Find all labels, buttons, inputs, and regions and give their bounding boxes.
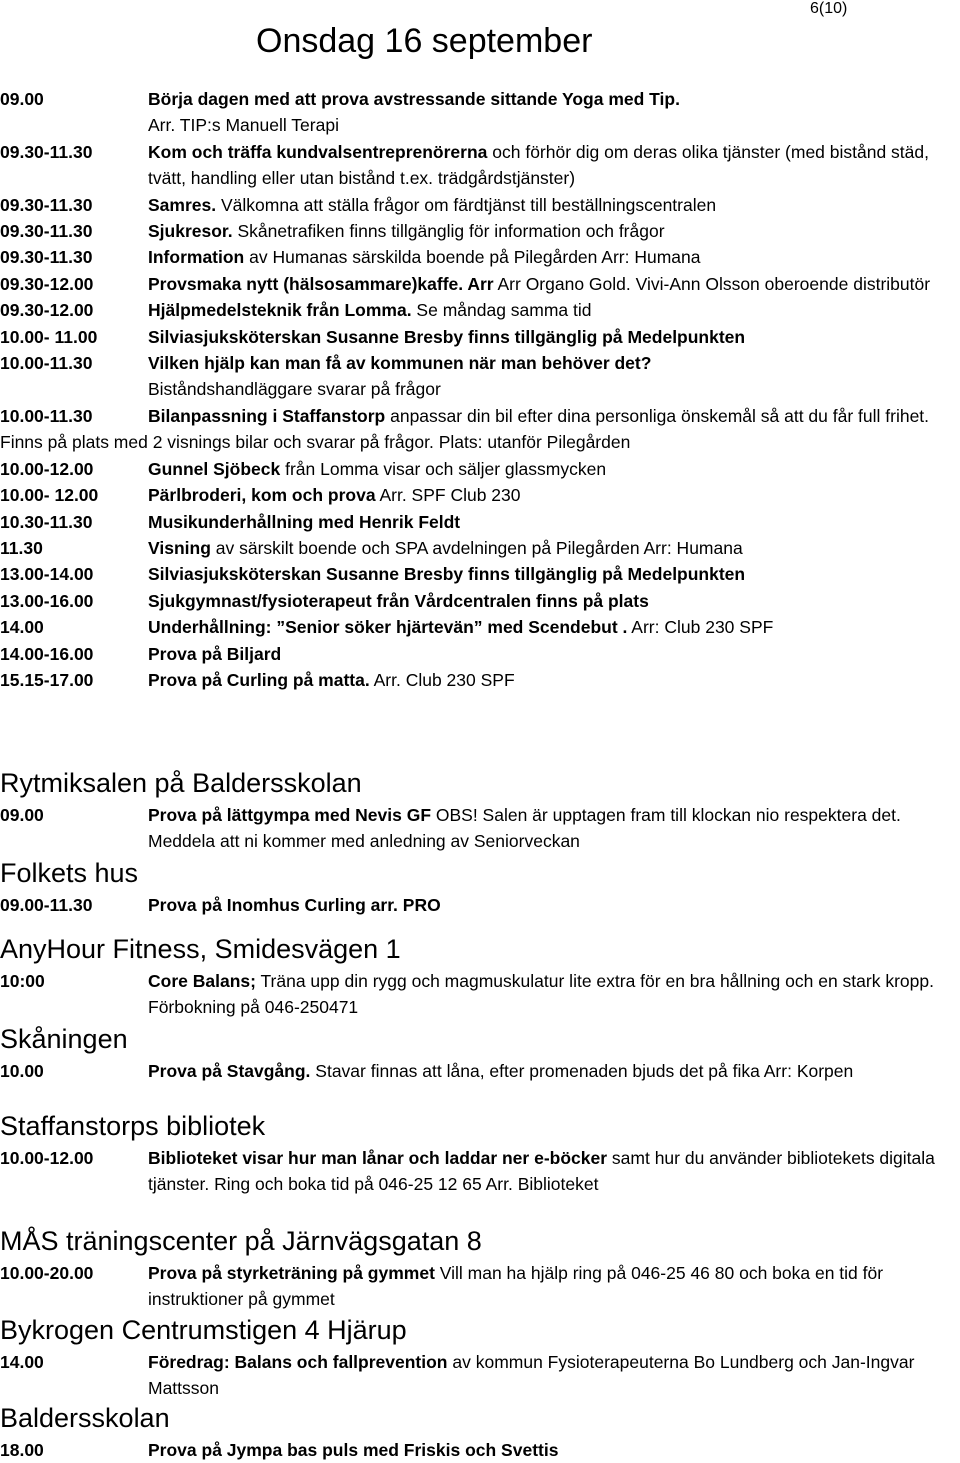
row-text: Vill man ha hjälp ring på 046-25 46 80 och boka en tid för instruktioner på gymmet	[148, 1263, 884, 1310]
schedule-row	[0, 482, 960, 508]
venue-heading: Rytmiksalen på Baldersskolan	[0, 768, 362, 798]
row-time: 10.00-12.00	[0, 458, 94, 479]
row-time: 14.00	[0, 1352, 44, 1372]
row-desc	[148, 667, 960, 693]
row-title: Prova på lättgympa med Nevis GF	[148, 805, 432, 825]
row-time: 15.15-17.00	[0, 669, 94, 690]
row-time: 11.30	[0, 537, 43, 558]
row-desc	[148, 271, 960, 297]
schedule-row	[0, 1058, 960, 1084]
row-title: Prova på Curling på matta.	[148, 669, 370, 690]
schedule-row	[0, 1349, 960, 1402]
row-text: Se måndag samma tid	[411, 300, 592, 321]
schedule-row	[0, 509, 960, 535]
schedule-row	[0, 802, 960, 855]
schedule-row	[0, 588, 960, 614]
row-desc	[148, 641, 960, 667]
row-text: Träna upp din rygg och magmuskulatur lite extra för en bra hållning och en stark kropp. Förbokning på 046-250471	[148, 971, 934, 1018]
row-time: 09.30-12.00	[0, 273, 94, 294]
row-text: Arr: Club 230 SPF	[627, 617, 774, 638]
schedule-row	[0, 892, 960, 918]
row-title: Prova på Stavgång.	[148, 1061, 311, 1081]
venue-heading: AnyHour Fitness, Smidesvägen 1	[0, 934, 401, 964]
schedule-row	[0, 667, 960, 693]
row-desc	[148, 139, 960, 192]
row-desc	[148, 588, 960, 614]
row-time: 10:00	[0, 971, 45, 991]
venue-heading: MÅS träningscenter på Järnvägsgatan 8	[0, 1226, 482, 1256]
row-time: 14.00	[0, 617, 44, 638]
row-title: Pärlbroderi, kom och prova	[148, 485, 376, 506]
row-time: 18.00	[0, 1440, 44, 1460]
row-desc	[148, 244, 960, 270]
schedule-row	[0, 614, 960, 640]
row-time: 09.30-12.00	[0, 300, 94, 321]
row-time: 14.00-16.00	[0, 643, 94, 664]
row-title: Sjukresor.	[148, 221, 233, 242]
schedule-row	[0, 561, 960, 587]
row-title: Information	[148, 247, 245, 268]
row-time: 10.00	[0, 1061, 44, 1081]
row-text: samt hur du använder bibliotekets digitala tjänster. Ring och boka tid på 046-25 12 65 Arr. Biblioteket	[148, 1148, 935, 1195]
row-title: Silviasjuksköterskan Susanne Bresby finns tillgänglig på Medelpunkten	[148, 326, 746, 347]
row-title: Prova på Inomhus Curling arr. PRO	[148, 895, 441, 915]
schedule-row	[0, 968, 960, 1021]
row-title: Hjälpmedelsteknik från Lomma.	[148, 300, 412, 321]
row-text: Arr. SPF Club 230	[375, 485, 521, 506]
venue-section	[0, 858, 960, 918]
row-time: 09.00	[0, 89, 44, 109]
row-time: 10.00-12.00	[0, 1148, 94, 1168]
row-time: 10.00-20.00	[0, 1263, 94, 1283]
schedule-row	[0, 244, 960, 270]
row-text: av kommun Fysioterapeuterna Bo Lundberg och Jan-Ingvar Mattsson	[148, 1352, 915, 1399]
venue-section	[0, 1226, 960, 1313]
row-desc	[148, 614, 960, 640]
schedule-row	[0, 192, 960, 218]
row-desc	[148, 86, 960, 139]
row-title: Sjukgymnast/fysioterapeut från Vårdcentralen finns på plats	[148, 590, 649, 611]
row-text: Arr. Club 230 SPF	[369, 669, 515, 690]
row-title: Föredrag: Balans och fallprevention	[148, 1352, 448, 1372]
schedule-row	[0, 324, 960, 350]
row-desc	[148, 482, 960, 508]
row-desc	[148, 1260, 960, 1313]
schedule-row	[0, 1437, 960, 1463]
row-text: av särskilt boende och SPA avdelningen på Pilegården Arr: Humana	[210, 537, 743, 558]
row-title: Bilanpassning i Staffanstorp	[148, 405, 386, 426]
row-title: Core Balans;	[148, 971, 256, 991]
schedule-row-wide	[0, 403, 960, 456]
row-desc	[148, 297, 960, 323]
venue-section	[0, 1315, 960, 1402]
row-time: 13.00-16.00	[0, 590, 94, 611]
row-title: Prova på styrketräning på gymmet	[148, 1263, 435, 1283]
schedule-row	[0, 1260, 960, 1313]
row-line2: Arr. TIP:s Manuell Terapi	[148, 115, 339, 136]
row-title: Prova på Biljard	[148, 643, 282, 664]
row-time: 09.00-11.30	[0, 895, 93, 915]
row-title: Biblioteket visar hur man lånar och laddar ner e-böcker	[148, 1148, 608, 1168]
row-desc	[148, 892, 960, 918]
row-desc	[148, 1058, 960, 1084]
schedule-row	[0, 297, 960, 323]
row-text: Arr Organo Gold. Vivi-Ann Olsson oberoende distributör	[493, 273, 931, 294]
row-desc	[148, 324, 960, 350]
venue-heading: Bykrogen Centrumstigen 4 Hjärup	[0, 1315, 407, 1345]
row-title: Samres.	[148, 194, 217, 215]
row-time: 10.00-11.30	[0, 353, 93, 374]
row-title: Provsmaka nytt (hälsosammare)kaffe. Arr	[148, 273, 494, 294]
row-time: 13.00-14.00	[0, 564, 94, 585]
schedule-row	[0, 86, 960, 139]
schedule-row	[0, 456, 960, 482]
schedule-row	[0, 535, 960, 561]
row-desc	[148, 1145, 960, 1198]
row-desc	[148, 192, 960, 218]
row-desc	[148, 968, 960, 1021]
row-title: Musikunderhållning med Henrik Feldt	[148, 511, 461, 532]
row-text: och förhör dig om deras olika tjänster (med bistånd städ, tvätt, handling eller utan bistånd t.ex. trädgårdstjänster)	[148, 141, 930, 189]
row-text: Välkomna att ställa frågor om färdtjänst till beställningscentralen	[216, 194, 717, 215]
venue-heading: Folkets hus	[0, 858, 139, 888]
row-title: Visning	[148, 537, 211, 558]
schedule-row	[0, 139, 960, 192]
row-time: 10.30-11.30	[0, 511, 93, 532]
row-time: 09.30-11.30	[0, 247, 93, 268]
schedule-row	[0, 271, 960, 297]
row-text: anpassar din bil efter dina personliga önskemål så att du får full frihet. Finns på plats med 2 visnings bilar och svarar på frågor. Plats: utanför Pilegården	[0, 405, 930, 453]
schedule-row	[0, 641, 960, 667]
row-desc	[148, 509, 960, 535]
row-title: Underhållning: ”Senior söker hjärtevän” med Scendebut .	[148, 617, 628, 638]
row-time: 10.00- 12.00	[0, 485, 99, 506]
row-desc	[148, 535, 960, 561]
page-title: Onsdag 16 september	[256, 22, 593, 60]
schedule-list	[0, 86, 960, 693]
page-number: 6(10)	[810, 0, 848, 17]
row-title: Gunnel Sjöbeck	[148, 458, 281, 479]
row-title: Prova på Jympa bas puls med Friskis och Svettis	[148, 1440, 559, 1460]
row-desc	[148, 561, 960, 587]
row-text: Skånetrafiken finns tillgänglig för information och frågor	[232, 221, 665, 242]
venue-heading: Baldersskolan	[0, 1403, 170, 1433]
row-title: Vilken hjälp kan man få av kommunen när man behöver det?	[148, 353, 652, 374]
venue-section	[0, 1403, 960, 1463]
row-time: 10.00-11.30	[0, 405, 93, 426]
row-desc	[148, 350, 960, 403]
row-time: 09.30-11.30	[0, 194, 93, 215]
schedule-row	[0, 350, 960, 403]
row-title: Kom och träffa kundvalsentreprenörerna	[148, 141, 488, 162]
row-title: Silviasjuksköterskan Susanne Bresby finns tillgänglig på Medelpunkten	[148, 564, 746, 585]
row-desc	[148, 802, 960, 855]
row-time: 10.00- 11.00	[0, 326, 98, 347]
schedule-row	[0, 218, 960, 244]
row-time: 09.30-11.30	[0, 221, 93, 242]
venue-heading: Staffanstorps bibliotek	[0, 1111, 266, 1141]
venue-section	[0, 934, 960, 1021]
venue-section	[0, 768, 960, 855]
row-text: Stavar finnas att låna, efter promenaden bjuds det på fika Arr: Korpen	[310, 1061, 854, 1081]
row-text: av Humanas särskilda boende på Pilegården Arr: Humana	[244, 247, 701, 268]
row-desc	[148, 218, 960, 244]
schedule-row	[0, 1145, 960, 1198]
row-desc	[148, 1349, 960, 1402]
row-line2: Biståndshandläggare svarar på frågor	[148, 379, 441, 400]
row-text: från Lomma visar och säljer glassmycken	[280, 458, 607, 479]
row-desc	[148, 456, 960, 482]
row-time: 09.00	[0, 805, 44, 825]
row-desc	[148, 1437, 960, 1463]
row-text: OBS! Salen är upptagen fram till klockan nio respektera det. Meddela att ni kommer med anledning av Seniorveckan	[148, 805, 901, 852]
venue-section	[0, 1111, 960, 1198]
row-title: Börja dagen med att prova avstressande sittande Yoga med Tip.	[148, 89, 680, 109]
venue-section	[0, 1024, 960, 1084]
row-time: 09.30-11.30	[0, 141, 93, 162]
venue-heading: Skåningen	[0, 1024, 128, 1054]
